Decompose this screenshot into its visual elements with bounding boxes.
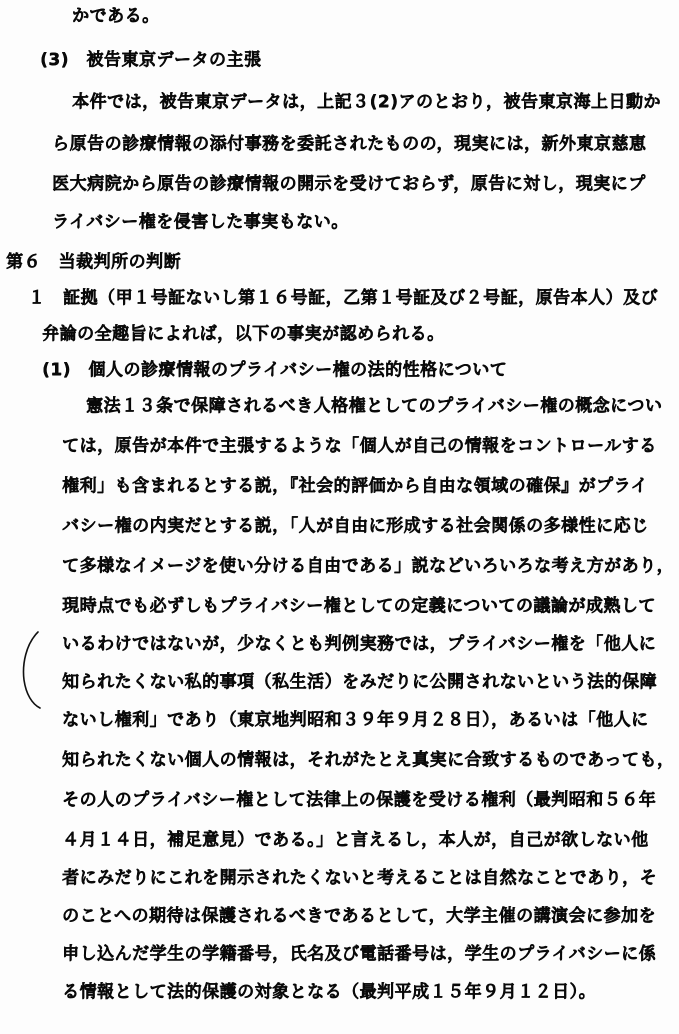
text-line: 本件では，被告東京データは，上記３(2)アのとおり，被告東京海上日動か: [72, 92, 661, 112]
section-heading: 第６ 当裁判所の判断: [6, 252, 181, 272]
text-line: 知られたくない個人の情報は，それがたとえ真実に合致するものであっても，: [62, 750, 675, 770]
text-line: 権利」も含まれるとする説，『社会的評価から自由な領域の確保』がプライ: [62, 476, 648, 496]
text-line: 者にみだりにこれを開示されたくないと考えることは自然なことであり，そ: [62, 868, 657, 888]
text-line: る情報として法的保護の対象となる（最判平成１５年９月１２日）。: [62, 982, 596, 1002]
text-line: 医大病院から原告の診療情報の開示を受けておらず，原告に対し，現実にプ: [52, 174, 646, 194]
text-line: 申し込んだ学生の学籍番号，氏名及び電話番号は，学生のプライバシーに係: [62, 944, 657, 964]
section-heading: (3) 被告東京データの主張: [40, 50, 262, 70]
text-line: その人のプライバシー権として法律上の保護を受ける権利（最判昭和５６年: [62, 790, 657, 810]
text-line: ４月１４日，補足意見）である。」と言えるし，本人が，自己が欲しない他: [62, 830, 649, 850]
text-line: バシー権の内実だとする説，「人が自由に形成する社会関係の多様性に応じ: [62, 516, 649, 536]
text-line: かである。: [72, 6, 160, 26]
text-line: いるわけではないが，少なくとも判例実務では，プライバシー権を「他人に: [62, 634, 657, 654]
handwritten-bracket-mark: [20, 630, 42, 710]
section-heading: (1) 個人の診療情報のプライバシー権の法的性格について: [42, 360, 508, 380]
text-line: ては，原告が本件で主張するような「個人が自己の情報をコントロールする: [62, 436, 657, 456]
text-line: ら原告の診療情報の添付事務を委託されたものの，現実には，新外東京慈恵: [52, 134, 647, 154]
text-line: 憲法１３条で保障されるべき人格権としてのプライバシー権の概念につい: [86, 396, 663, 416]
text-line: 弁論の全趣旨によれば，以下の事実が認められる。: [42, 324, 445, 344]
text-line: のことへの期待は保護されるべきであるとして，大学主催の講演会に参加を: [62, 906, 656, 926]
text-line: １ 証拠（甲１号証ないし第１６号証，乙第１号証及び２号証，原告本人）及び: [28, 288, 658, 308]
text-line: 知られたくない私的事項（私生活）をみだりに公開されないという法的保障: [62, 672, 657, 692]
text-line: ライバシー権を侵害した事実もない。: [52, 212, 349, 232]
text-line: ないし権利」であり（東京地判昭和３９年９月２８日），あるいは「他人に: [62, 710, 649, 730]
text-line: て多様なイメージを使い分ける自由である」説などいろいろな考え方があり，: [62, 556, 674, 576]
text-line: 現時点でも必ずしもプライバシー権としての定義についての議論が成熟して: [62, 596, 656, 616]
